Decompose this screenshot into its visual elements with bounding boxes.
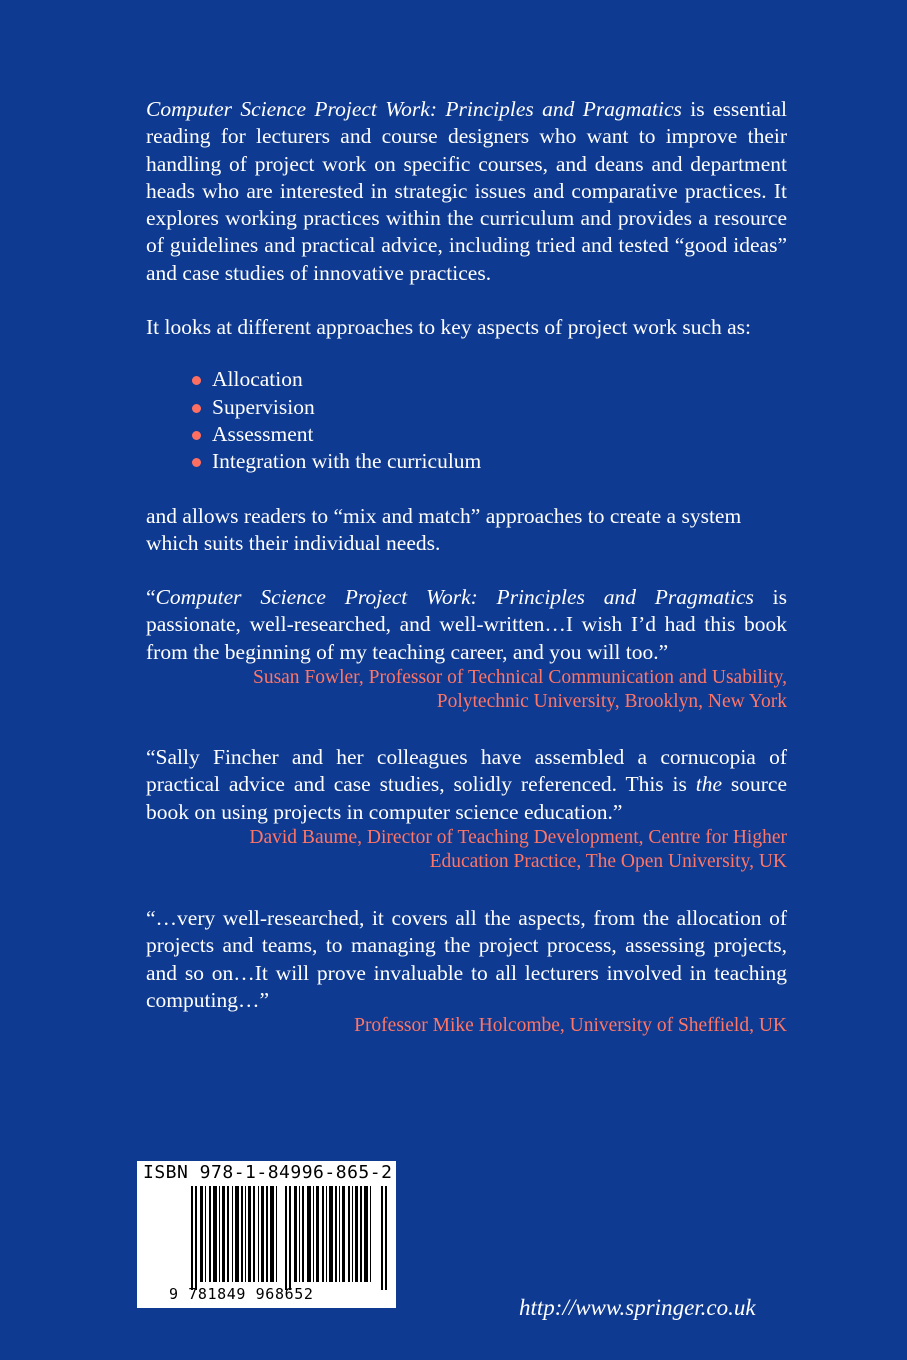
back-cover-text: [146, 96, 787, 1038]
quote-attribution: Professor Mike Holcombe, University of Sheffield, UK: [354, 1015, 787, 1037]
quote-fowler: [146, 584, 787, 714]
publisher-url[interactable]: http://www.springer.co.uk: [519, 1295, 756, 1320]
book-title: Computer Science Project Work: Principles and Pragmatics: [146, 97, 682, 121]
quote-text: “…very well-researched, it covers all the aspects, from the allocation of projects and teams, to managing the project process, assessing projects, and so on…It will prove invaluable to all lecturers involved in teaching computing…”: [146, 905, 787, 1012]
barcode-icon: [191, 1186, 387, 1290]
list-item: Integration with the curriculum: [188, 448, 787, 475]
quote-attribution: Susan Fowler, Professor of Technical Communication and Usability, Polytechnic University, Brooklyn, New York: [252, 667, 787, 713]
quote-book-title: Computer Science Project Work: Principles and Pragmatics: [155, 585, 754, 610]
list-item: Allocation: [188, 366, 787, 393]
isbn-barcode: [137, 1161, 396, 1308]
bullet-icon: [192, 431, 201, 440]
bullet-icon: [192, 376, 201, 385]
quote-text: “Computer Science Project Work: Principles and Pragmatics is passionate, well-researched, and well-written…I wish I’d had this book from the beginning of my teaching career, and you will too.”: [146, 585, 787, 664]
intro-text: is essential reading for lecturers and course designers who want to improve their handling of project work on specific courses, and deans and department heads who are interested in strategic issues and comparative practices. It explores working practices within the curriculum and provides a resource of guidelines and practical advice, including tried and tested “good ideas” and case studies of innovative practices.: [146, 97, 788, 285]
quote-holcombe: [146, 905, 787, 1038]
aspects-list: [188, 366, 787, 475]
barcode-digits: 9 781849 968652: [169, 1285, 314, 1303]
list-item: Assessment: [188, 421, 787, 448]
bullet-icon: [192, 458, 201, 467]
isbn-label: ISBN 978-1-84996-865-2: [143, 1162, 393, 1183]
quote-attribution: David Baume, Director of Teaching Development, Centre for Higher Education Practice, The Open University, UK: [249, 826, 787, 872]
mix-paragraph: and allows readers to “mix and match” approaches to create a system which suits their individual needs.: [146, 503, 742, 555]
aspects-lead: It looks at different approaches to key aspects of project work such as:: [146, 315, 751, 340]
quote-text: “Sally Fincher and her colleagues have assembled a cornucopia of practical advice and case studies, solidly referenced. This is the source book on using projects in computer science education.”: [146, 745, 787, 824]
intro-paragraph: [146, 96, 787, 287]
bullet-icon: [192, 404, 201, 413]
quote-baume: [146, 744, 787, 874]
list-item: Supervision: [188, 394, 787, 421]
